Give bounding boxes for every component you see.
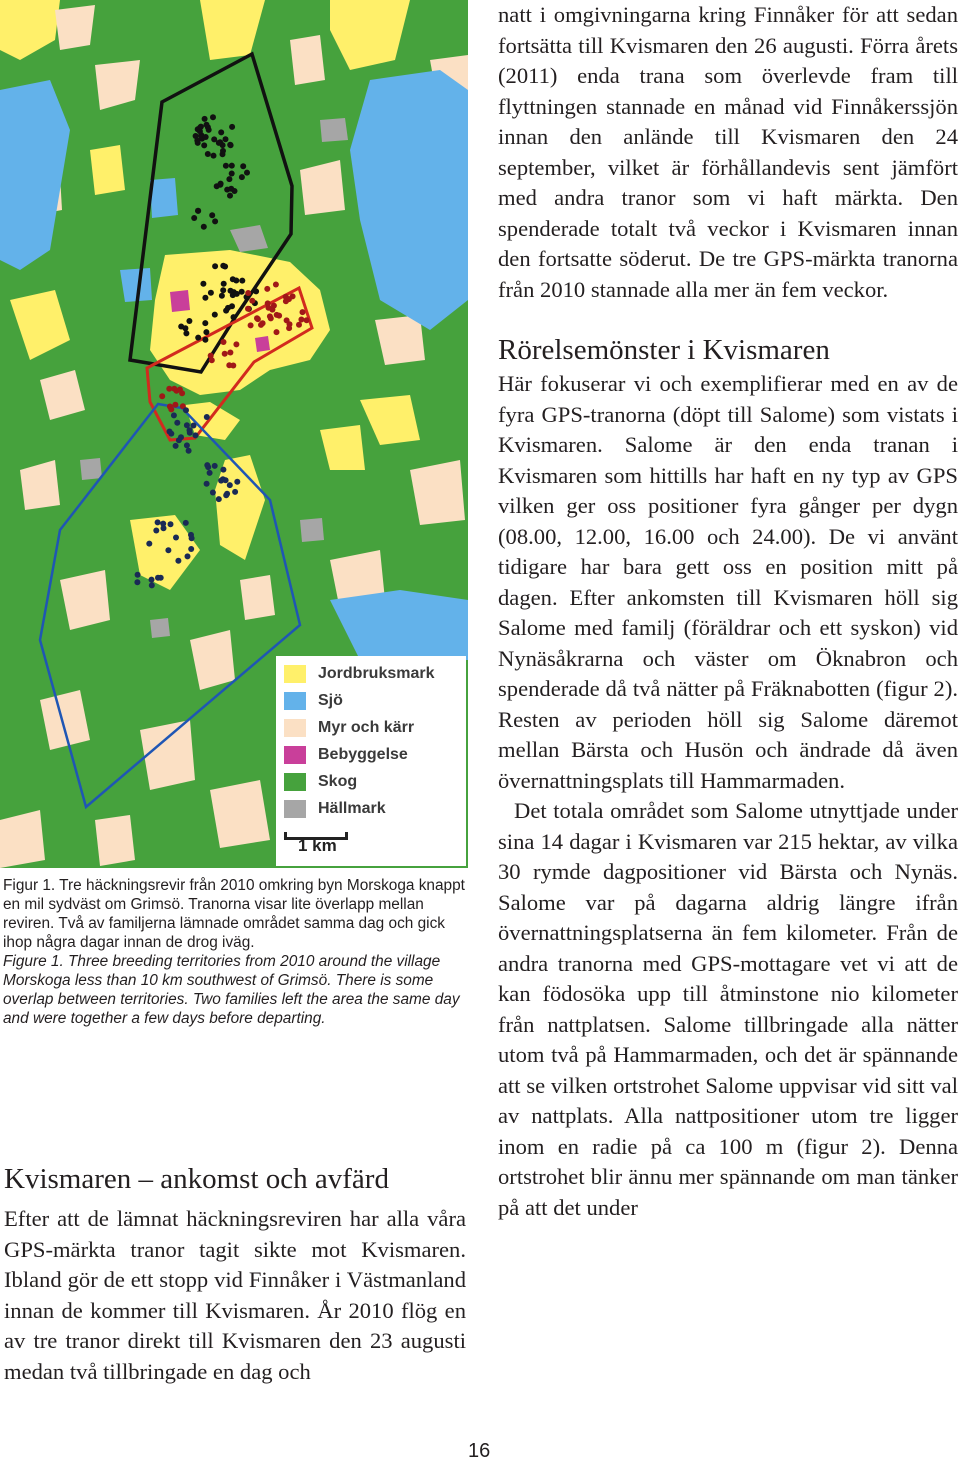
gps-position-dot <box>286 296 292 302</box>
caption-swedish: Figur 1. Tre häckningsrevir från 2010 omkring byn Morskoga knappt en mil sydväst om Grimsö. Tranorna visar lite överlapp mellan reviren. Två av familjerna lämnade området samma dag och gick ihop några dagar innan de drog iväg. <box>3 877 465 951</box>
gps-position-dot <box>195 335 201 341</box>
gps-position-dot <box>229 163 235 169</box>
gps-position-dot <box>205 151 211 157</box>
gps-position-dot <box>218 129 224 135</box>
page-number: 16 <box>468 1440 491 1462</box>
gps-position-dot <box>189 535 195 541</box>
gps-position-dot <box>274 312 280 318</box>
gps-position-dot <box>223 136 229 142</box>
gps-position-dot <box>239 174 245 180</box>
gps-position-dot <box>186 318 192 324</box>
gps-position-dot <box>201 224 207 230</box>
legend-item-hallmark <box>284 799 386 819</box>
gps-position-dot <box>232 188 238 194</box>
gps-position-dot <box>161 525 167 531</box>
gps-position-dot <box>224 187 230 193</box>
gps-position-dot <box>229 171 235 177</box>
body-paragraph-continuation: natt i omgivningarna kring Finnåker för att sedan fortsätta till Kvismaren den 26 augusti. Förra årets (2011) enda trana som överlevde fram till flyttningen stannade en månad vid Finnåkerssjön innan den anlände till Kvismaren den 24 september, vilket är förhållandevis sent jämfört med andra tranor som vi haft märkta. Den spenderade totalt två veckor i Kvismaren innan den fortsatte söderut. De tre GPS-märkta tranorna från 2010 stannade alla mer än fem veckor. <box>498 2 958 302</box>
gps-position-dot <box>183 330 189 336</box>
gps-position-dot <box>173 535 179 541</box>
gps-position-dot <box>191 215 197 221</box>
gps-position-dot <box>220 467 226 473</box>
gps-position-dot <box>202 337 208 343</box>
gps-position-dot <box>155 519 161 525</box>
gps-position-dot <box>212 312 218 318</box>
gps-position-dot <box>182 325 188 331</box>
gps-position-dot <box>200 281 206 287</box>
legend-item-skog <box>284 772 357 792</box>
gps-position-dot <box>168 521 174 527</box>
gps-position-dot <box>207 470 213 476</box>
gps-position-dot <box>202 320 208 326</box>
gps-position-dot <box>184 422 190 428</box>
gps-position-dot <box>258 322 264 328</box>
gps-position-dot <box>264 286 270 292</box>
gps-position-dot <box>212 463 218 469</box>
body-paragraph: Det totala området som Salome utnyttjade under sina 14 dagar i Kvismaren var 215 hektar, av vilka 30 rymde dagpositioner vid Bärsta och Nynäs. Salome var på dagarna aldrig längre ifrån övernattningsplatserna än fem kilometer. Från de andra tranorna med GPS-mottagare vet vi att de kan födosöka upp till åtminstone nio kilometer från nattplatsen. Salome tillbringade alla nätter utom två på Hammarmaden, och det är spännande att se vilken ortstrohet Salome uppvisar vid sitt val av nattplats. Alla nattpositioner utom tre ligger inom en radie på ca 100 m (figur 2). Denna ortstrohet blir ännu mer spännande om man tänker på att det under <box>498 798 958 1220</box>
gps-position-dot <box>212 218 218 224</box>
gps-position-dot <box>216 496 222 502</box>
gps-position-dot <box>210 114 216 120</box>
gps-position-dot <box>304 317 310 323</box>
gps-position-dot <box>218 478 224 484</box>
gps-position-dot <box>221 281 227 287</box>
gps-position-dot <box>175 558 181 564</box>
legend-item-sjo <box>284 691 343 711</box>
gps-position-dot <box>146 541 152 547</box>
gps-position-dot <box>174 420 180 426</box>
gps-position-dot <box>226 176 232 182</box>
gps-position-dot <box>222 351 228 357</box>
gps-position-dot <box>186 448 192 454</box>
gps-position-dot <box>201 142 207 148</box>
legend-swatch <box>284 746 306 764</box>
gps-position-dot <box>223 163 229 169</box>
gps-position-dot <box>248 322 254 328</box>
gps-position-dot <box>153 528 159 534</box>
legend-label: Jordbruksmark <box>318 665 435 682</box>
gps-position-dot <box>166 386 172 392</box>
gps-position-dot <box>273 282 279 288</box>
gps-position-dot <box>227 350 233 356</box>
gps-position-dot <box>155 575 161 581</box>
gps-position-dot <box>202 295 208 301</box>
gps-position-dot <box>221 339 227 345</box>
gps-position-dot <box>209 357 215 363</box>
gps-position-dot <box>222 264 228 270</box>
gps-position-dot <box>266 305 272 311</box>
gps-position-dot <box>172 402 178 408</box>
gps-position-dot <box>211 153 217 159</box>
gps-position-dot <box>165 547 171 553</box>
legend-label: Hällmark <box>318 800 386 817</box>
gps-position-dot <box>183 407 189 413</box>
gps-position-dot <box>185 553 191 559</box>
gps-position-dot <box>220 148 226 154</box>
gps-position-dot <box>296 322 302 328</box>
caption-english: Figure 1. Three breeding territories from 2010 around the village Morskoga less than 10 km southwest of Grimsö. There is some overlap between territories. Two families left the area the same day and were together a few days before departing. <box>3 953 460 1027</box>
gps-position-dot <box>228 142 234 148</box>
gps-position-dot <box>195 208 201 214</box>
gps-position-dot <box>173 443 179 449</box>
territory-map <box>0 0 468 868</box>
legend-swatch <box>284 800 306 818</box>
section-heading-rorelsemonster: Rörelsemönster i Kvismaren <box>498 334 830 366</box>
gps-position-dot <box>225 305 231 311</box>
gps-position-dot <box>135 572 141 578</box>
gps-position-dot <box>171 412 177 418</box>
gps-position-dot <box>298 317 304 323</box>
legend-label: Sjö <box>318 692 343 709</box>
right-column <box>498 0 958 1223</box>
gps-position-dot <box>203 329 209 335</box>
gps-position-dot <box>184 442 190 448</box>
gps-position-dot <box>227 193 233 199</box>
map-legend <box>276 656 466 866</box>
gps-position-dot <box>210 490 216 496</box>
gps-position-dot <box>239 278 245 284</box>
body-paragraph: Efter att de lämnat häckningsreviren har alla våra GPS-märkta tranor tagit sikte mot Kvismaren. Ibland gör de ett stopp vid Finnåker i Västmanland innan de kommer till Kvismaren. År 2010 flög en av tre tranor direkt till Kvismaren den 23 augusti medan två tillbringade en dag och <box>4 1206 466 1384</box>
gps-position-dot <box>208 290 214 296</box>
gps-position-dot <box>188 546 194 552</box>
gps-position-dot <box>204 462 210 468</box>
legend-item-myr-och-karr <box>284 718 414 738</box>
gps-position-dot <box>231 314 237 320</box>
body-paragraph: Här fokuserar vi och exemplifierar med en av de fyra GPS-tranorna (döpt till Salome) som vistats i Kvismaren. Salome är den enda tranan i Kvismaren som hittills har haft en ny typ av GPS vilken ger oss positioner fyra gånger per dygn (08.00, 12.00, 16.00 och 24.00). De vi använt tidigare har bara gett oss en position mitt på dagen. Efter ankomsten till Kvismaren höll sig Salome med familj (föräldrar och ett syskon) vid Nynäsåkrarna och väster om Öknabron och spenderade då två nätter på Fräknabotten (figur 2). Resten av perioden höll sig Salome däremot mellan Bärsta och Husön och ändrade då även övernattningsplats till Hammarmaden. <box>498 371 958 793</box>
gps-position-dot <box>212 263 218 269</box>
gps-position-dot <box>176 437 182 443</box>
gps-position-dot <box>255 316 261 322</box>
gps-position-dot <box>234 479 240 485</box>
legend-item-jordbruksmark <box>284 664 435 684</box>
gps-position-dot <box>228 288 234 294</box>
gps-position-dot <box>168 406 174 412</box>
figure-caption <box>3 876 465 1028</box>
gps-position-dot <box>204 414 210 420</box>
gps-position-dot <box>191 423 197 429</box>
scale-label: 1 km <box>298 836 337 855</box>
legend-swatch <box>284 719 306 737</box>
gps-position-dot <box>232 489 238 495</box>
gps-position-dot <box>284 317 290 323</box>
gps-position-dot <box>245 290 251 296</box>
legend-swatch <box>284 692 306 710</box>
gps-position-dot <box>202 116 208 122</box>
gps-position-dot <box>234 291 240 297</box>
gps-position-dot <box>240 163 246 169</box>
gps-position-dot <box>274 329 280 335</box>
gps-position-dot <box>219 293 225 299</box>
gps-position-dot <box>223 492 229 498</box>
gps-position-dot <box>209 212 215 218</box>
gps-position-dot <box>149 582 155 588</box>
gps-position-dot <box>230 276 236 282</box>
gps-position-dot <box>253 288 259 294</box>
gps-position-dot <box>245 306 251 312</box>
gps-position-dot <box>159 393 165 399</box>
gps-position-dot <box>204 481 210 487</box>
gps-position-dot <box>300 309 306 315</box>
gps-position-dot <box>149 577 155 583</box>
gps-position-dot <box>134 579 140 585</box>
left-column <box>4 1160 466 1387</box>
gps-position-dot <box>198 124 204 130</box>
gps-position-dot <box>229 124 235 130</box>
gps-position-dot <box>195 140 201 146</box>
gps-position-dot <box>233 341 239 347</box>
gps-position-dot <box>249 298 255 304</box>
legend-swatch <box>284 773 306 791</box>
gps-position-dot <box>168 431 174 437</box>
legend-swatch <box>284 665 306 683</box>
gps-position-dot <box>244 170 250 176</box>
legend-label: Skog <box>318 773 358 790</box>
gps-position-dot <box>183 520 189 526</box>
gps-position-dot <box>216 140 222 146</box>
gps-position-dot <box>230 363 236 369</box>
gps-position-dot <box>268 315 274 321</box>
legend-label: Bebyggelse <box>318 746 408 763</box>
legend-item-bebyggelse <box>284 745 408 765</box>
gps-position-dot <box>227 482 233 488</box>
gps-position-dot <box>204 122 210 128</box>
gps-position-dot <box>177 387 183 393</box>
gps-position-dot <box>220 287 226 293</box>
gps-position-dot <box>218 181 224 187</box>
section-heading-kvismaren: Kvismaren – ankomst och avfärd <box>4 1163 389 1195</box>
gps-position-dot <box>271 303 277 309</box>
gps-position-dot <box>203 134 209 140</box>
legend-label: Myr och kärr <box>318 719 415 736</box>
gps-position-dot <box>193 432 199 438</box>
